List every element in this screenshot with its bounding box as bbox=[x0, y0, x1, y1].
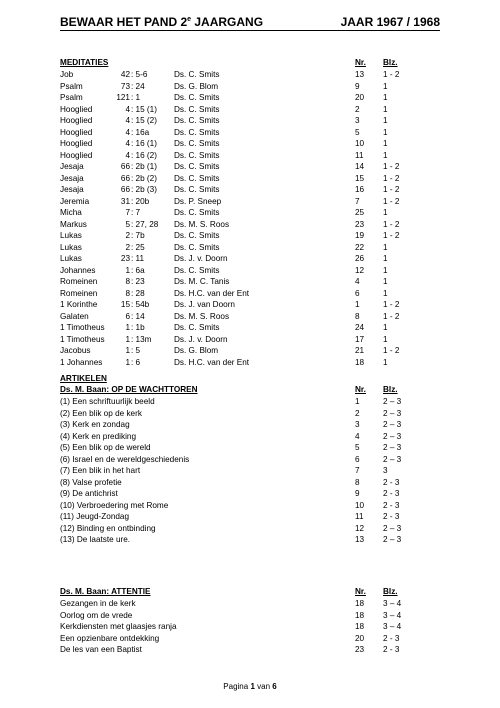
book-name: 1 Korinthe bbox=[60, 300, 98, 310]
chapter-number: 7 bbox=[125, 208, 130, 218]
issue-number: 13 bbox=[355, 70, 365, 79]
page-ref: 1 bbox=[383, 127, 388, 137]
chapter-number: 31 bbox=[120, 196, 130, 206]
table-row bbox=[60, 138, 440, 150]
issue-number: 3 bbox=[355, 420, 360, 430]
page-ref: 1 - 2 bbox=[383, 162, 400, 172]
table-row bbox=[60, 465, 440, 477]
table-row bbox=[60, 598, 440, 610]
table-row bbox=[60, 322, 440, 334]
page-ref: 3 – 4 bbox=[383, 622, 402, 632]
footer-page-number: 1 bbox=[250, 682, 255, 691]
table-row bbox=[60, 276, 440, 288]
issue-number: 17 bbox=[355, 334, 365, 344]
book-name: Lukas bbox=[60, 231, 82, 241]
page-ref: 1 bbox=[383, 323, 388, 333]
page-ref: 2 – 3 bbox=[383, 454, 402, 464]
page-ref: 1 - 2 bbox=[383, 196, 400, 206]
author-name: Ds. P. Sneep bbox=[174, 196, 222, 206]
table-row bbox=[60, 511, 440, 523]
issue-number: 7 bbox=[355, 466, 360, 476]
verse-ref: : 16 (1) bbox=[131, 139, 157, 149]
issue-number: 16 bbox=[355, 185, 365, 195]
article-title: (12) Binding en ontbinding bbox=[60, 523, 156, 533]
book-name: Psalm bbox=[60, 93, 83, 103]
author-name: Ds. C. Smits bbox=[174, 93, 220, 103]
page-ref: 1 bbox=[383, 357, 388, 367]
footer-prefix: Pagina bbox=[223, 682, 251, 691]
author-name: Ds. J. van Doorn bbox=[174, 300, 235, 310]
verse-ref: : 7b bbox=[131, 231, 145, 241]
table-row bbox=[60, 500, 440, 512]
table-row bbox=[60, 219, 440, 231]
page-ref: 1 bbox=[383, 150, 388, 160]
issue-number: 12 bbox=[355, 265, 365, 275]
page-ref: 2 - 3 bbox=[383, 645, 400, 655]
page-ref: 1 bbox=[383, 265, 388, 275]
book-name: Micha bbox=[60, 208, 82, 218]
article-title: (9) De antichrist bbox=[60, 489, 118, 499]
verse-ref: : 11 bbox=[131, 254, 145, 264]
chapter-number: 42 bbox=[120, 70, 130, 79]
verse-ref: : 6 bbox=[131, 357, 141, 367]
page-ref: 1 - 2 bbox=[383, 70, 400, 79]
author-name: Ds. C. Smits bbox=[174, 265, 220, 275]
issue-number: 24 bbox=[355, 323, 365, 333]
issue-number: 13 bbox=[355, 535, 365, 545]
table-row bbox=[60, 357, 440, 369]
table-row bbox=[60, 311, 440, 323]
author-name: Ds. C. Smits bbox=[174, 162, 220, 172]
article-title: (13) De laatste ure. bbox=[60, 535, 131, 545]
chapter-number: 1 bbox=[125, 357, 130, 367]
table-row bbox=[60, 196, 440, 208]
verse-ref: : 1b bbox=[131, 323, 145, 333]
attentie-list bbox=[60, 598, 440, 656]
page-ref: 2 – 3 bbox=[383, 443, 402, 453]
table-row bbox=[60, 454, 440, 466]
meditaties-nr-header: Nr. bbox=[355, 58, 366, 67]
issue-number: 20 bbox=[355, 633, 365, 643]
verse-ref: : 27, 28 bbox=[131, 219, 159, 229]
verse-ref: : 6a bbox=[131, 265, 145, 275]
issue-number: 18 bbox=[355, 357, 365, 367]
wachttoren-blz-header: Blz. bbox=[383, 385, 398, 394]
article-title: (6) Israel en de wereldgeschiedenis bbox=[60, 454, 190, 464]
page-ref: 2 - 3 bbox=[383, 512, 400, 522]
table-row bbox=[60, 644, 440, 656]
author-name: Ds. M. C. Tanis bbox=[174, 277, 230, 287]
wachttoren-list bbox=[60, 396, 440, 546]
article-title: De les van een Baptist bbox=[60, 645, 142, 655]
verse-ref: : 13m bbox=[131, 334, 152, 344]
article-title: (4) Kerk en prediking bbox=[60, 431, 136, 441]
chapter-number: 1 bbox=[125, 323, 130, 333]
page-ref: 1 bbox=[383, 104, 388, 114]
issue-number: 11 bbox=[355, 512, 364, 522]
page-ref: 1 bbox=[383, 277, 388, 287]
table-row bbox=[60, 621, 440, 633]
page-ref: 3 – 4 bbox=[383, 599, 402, 608]
table-row bbox=[60, 534, 440, 546]
book-name: 1 Timotheus bbox=[60, 334, 105, 344]
article-title: (3) Kerk en zondag bbox=[60, 420, 130, 430]
issue-number: 6 bbox=[355, 454, 360, 464]
article-title: (11) Jeugd-Zondag bbox=[60, 512, 130, 522]
page-ref: 1 bbox=[383, 81, 388, 91]
wachttoren-nr-header: Nr. bbox=[355, 385, 366, 394]
issue-number: 23 bbox=[355, 645, 365, 655]
book-name: Romeinen bbox=[60, 288, 98, 298]
author-name: Ds. C. Smits bbox=[174, 242, 220, 252]
page-ref: 1 - 2 bbox=[383, 346, 400, 356]
meditaties-list bbox=[60, 69, 440, 368]
chapter-number: 1 bbox=[125, 265, 130, 275]
page-ref: 1 - 2 bbox=[383, 300, 400, 310]
book-name: Psalm bbox=[60, 81, 83, 91]
article-title: Gezangen in de kerk bbox=[60, 599, 136, 608]
table-row bbox=[60, 408, 440, 420]
chapter-number: 73 bbox=[120, 81, 130, 91]
book-name: Jeremia bbox=[60, 196, 90, 206]
article-title: (2) Een blik op de kerk bbox=[60, 408, 142, 418]
issue-number: 6 bbox=[355, 288, 360, 298]
header-title-main: BEWAAR HET PAND 2 bbox=[60, 15, 188, 29]
table-row bbox=[60, 396, 440, 408]
chapter-number: 1 bbox=[125, 334, 130, 344]
chapter-number: 2 bbox=[125, 242, 130, 252]
issue-number: 19 bbox=[355, 231, 365, 241]
book-name: Lukas bbox=[60, 254, 82, 264]
verse-ref: : 5-6 bbox=[131, 70, 148, 79]
verse-ref: : 2b (1) bbox=[131, 162, 157, 172]
chapter-number: 4 bbox=[125, 139, 130, 149]
issue-number: 18 bbox=[355, 622, 365, 632]
table-row bbox=[60, 610, 440, 622]
issue-number: 9 bbox=[355, 489, 360, 499]
book-name: Job bbox=[60, 70, 74, 79]
chapter-number: 8 bbox=[125, 277, 130, 287]
table-row bbox=[60, 488, 440, 500]
book-name: Johannes bbox=[60, 265, 96, 275]
table-row bbox=[60, 127, 440, 139]
table-row bbox=[60, 334, 440, 346]
author-name: Ds. C. Smits bbox=[174, 139, 220, 149]
table-row bbox=[60, 253, 440, 265]
verse-ref: : 23 bbox=[131, 277, 145, 287]
book-name: Galaten bbox=[60, 311, 89, 321]
book-name: Hooglied bbox=[60, 150, 93, 160]
verse-ref: : 20b bbox=[131, 196, 150, 206]
page-ref: 1 - 2 bbox=[383, 219, 400, 229]
author-name: Ds. G. Blom bbox=[174, 346, 219, 356]
issue-number: 18 bbox=[355, 599, 365, 608]
issue-number: 10 bbox=[355, 500, 365, 510]
table-row bbox=[60, 104, 440, 116]
header-title-rest: JAARGANG bbox=[191, 15, 264, 29]
issue-number: 1 bbox=[355, 397, 360, 406]
chapter-number: 4 bbox=[125, 150, 130, 160]
issue-number: 9 bbox=[355, 81, 360, 91]
article-title: (8) Valse profetie bbox=[60, 477, 122, 487]
section-title-meditaties: MEDITATIES bbox=[60, 58, 109, 67]
page-ref: 1 bbox=[383, 288, 388, 298]
page-ref: 2 – 3 bbox=[383, 431, 402, 441]
chapter-number: 4 bbox=[125, 116, 130, 126]
book-name: Hooglied bbox=[60, 139, 93, 149]
author-name: Ds. C. Smits bbox=[174, 127, 220, 137]
verse-ref: : 25 bbox=[131, 242, 145, 252]
table-row bbox=[60, 442, 440, 454]
verse-ref: : 5 bbox=[131, 346, 141, 356]
page-ref: 2 – 3 bbox=[383, 420, 402, 430]
page-ref: 2 – 3 bbox=[383, 535, 402, 545]
book-name: Lukas bbox=[60, 242, 82, 252]
chapter-number: 1 bbox=[125, 346, 130, 356]
author-name: Ds. C. Smits bbox=[174, 208, 220, 218]
table-row bbox=[60, 419, 440, 431]
chapter-number: 4 bbox=[125, 127, 130, 137]
author-name: Ds. C. Smits bbox=[174, 104, 220, 114]
page-ref: 1 - 2 bbox=[383, 185, 400, 195]
table-row bbox=[60, 523, 440, 535]
issue-number: 4 bbox=[355, 277, 360, 287]
table-row bbox=[60, 161, 440, 173]
book-name: Hooglied bbox=[60, 127, 93, 137]
attentie-blz-header: Blz. bbox=[383, 587, 398, 596]
issue-number: 21 bbox=[355, 346, 365, 356]
page-ref: 1 - 2 bbox=[383, 173, 400, 183]
table-row bbox=[60, 265, 440, 277]
chapter-number: 4 bbox=[125, 104, 130, 114]
issue-number: 7 bbox=[355, 196, 360, 206]
table-row bbox=[60, 345, 440, 357]
page-ref: 3 bbox=[383, 466, 388, 476]
book-name: Jesaja bbox=[60, 173, 84, 183]
verse-ref: : 2b (3) bbox=[131, 185, 157, 195]
author-name: Ds. M. S. Roos bbox=[174, 311, 230, 321]
book-name: 1 Timotheus bbox=[60, 323, 105, 333]
page-ref: 1 bbox=[383, 208, 388, 218]
chapter-number: 23 bbox=[120, 254, 130, 264]
book-name: Jesaja bbox=[60, 185, 84, 195]
table-row bbox=[60, 69, 440, 81]
article-title: (7) Een blik in het hart bbox=[60, 466, 141, 476]
table-row bbox=[60, 633, 440, 645]
book-name: Jacobus bbox=[60, 346, 91, 356]
page-ref: 1 - 2 bbox=[383, 231, 400, 241]
chapter-number: 121 bbox=[116, 93, 130, 103]
article-title: Oorlog om de vrede bbox=[60, 610, 133, 620]
page-ref: 2 - 3 bbox=[383, 500, 400, 510]
author-name: Ds. G. Blom bbox=[174, 81, 219, 91]
header-title-sup: e bbox=[187, 16, 192, 23]
chapter-number: 5 bbox=[125, 219, 130, 229]
table-row bbox=[60, 92, 440, 104]
author-name: Ds. J. v. Doorn bbox=[174, 254, 228, 264]
verse-ref: : 15 (1) bbox=[131, 104, 157, 114]
issue-number: 14 bbox=[355, 162, 365, 172]
meditaties-blz-header: Blz. bbox=[383, 58, 398, 67]
verse-ref: : 54b bbox=[131, 300, 150, 310]
page-footer bbox=[0, 682, 500, 691]
book-name: Hooglied bbox=[60, 104, 93, 114]
verse-ref: : 16 (2) bbox=[131, 150, 157, 160]
issue-number: 23 bbox=[355, 219, 365, 229]
author-name: Ds. C. Smits bbox=[174, 173, 220, 183]
issue-number: 10 bbox=[355, 139, 365, 149]
page-ref: 2 - 3 bbox=[383, 633, 400, 643]
table-row bbox=[60, 184, 440, 196]
table-row bbox=[60, 81, 440, 93]
article-title: Een opzienbare ontdekking bbox=[60, 633, 160, 643]
chapter-number: 6 bbox=[125, 311, 130, 321]
attentie-nr-header: Nr. bbox=[355, 587, 366, 596]
table-row bbox=[60, 207, 440, 219]
issue-number: 26 bbox=[355, 254, 365, 264]
issue-number: 11 bbox=[355, 150, 364, 160]
table-row bbox=[60, 173, 440, 185]
issue-number: 1 bbox=[355, 300, 360, 310]
chapter-number: 2 bbox=[125, 231, 130, 241]
verse-ref: : 7 bbox=[131, 208, 141, 218]
book-name: Romeinen bbox=[60, 277, 98, 287]
author-name: Ds. C. Smits bbox=[174, 185, 220, 195]
author-name: Ds. C. Smits bbox=[174, 116, 220, 126]
issue-number: 22 bbox=[355, 242, 365, 252]
page-header bbox=[60, 14, 440, 31]
table-row bbox=[60, 299, 440, 311]
verse-ref: : 1 bbox=[131, 93, 141, 103]
issue-number: 8 bbox=[355, 477, 360, 487]
page-ref: 3 – 4 bbox=[383, 610, 402, 620]
page-ref: 2 – 3 bbox=[383, 397, 402, 406]
issue-number: 20 bbox=[355, 93, 365, 103]
issue-number: 8 bbox=[355, 311, 360, 321]
issue-number: 2 bbox=[355, 408, 360, 418]
page-ref: 1 bbox=[383, 93, 388, 103]
footer-middle: van bbox=[254, 682, 273, 691]
verse-ref: : 28 bbox=[131, 288, 145, 298]
page-ref: 1 bbox=[383, 116, 388, 126]
table-row bbox=[60, 288, 440, 300]
author-name: Ds. J. v. Doorn bbox=[174, 334, 228, 344]
header-title bbox=[60, 15, 263, 29]
page-ref: 1 bbox=[383, 334, 388, 344]
verse-ref: : 16a bbox=[131, 127, 150, 137]
book-name: Jesaja bbox=[60, 162, 84, 172]
page-ref: 2 – 3 bbox=[383, 523, 402, 533]
article-title: (10) Verbroedering met Rome bbox=[60, 500, 169, 510]
issue-number: 4 bbox=[355, 431, 360, 441]
verse-ref: : 24 bbox=[131, 81, 145, 91]
table-row bbox=[60, 150, 440, 162]
book-name: Markus bbox=[60, 219, 87, 229]
table-row bbox=[60, 242, 440, 254]
verse-ref: : 14 bbox=[131, 311, 145, 321]
author-name: Ds. M. S. Roos bbox=[174, 219, 230, 229]
issue-number: 25 bbox=[355, 208, 365, 218]
page-ref: 1 - 2 bbox=[383, 311, 400, 321]
issue-number: 5 bbox=[355, 127, 360, 137]
author-name: Ds. C. Smits bbox=[174, 150, 220, 160]
author-name: Ds. H.C. van der Ent bbox=[174, 357, 250, 367]
book-name: 1 Johannes bbox=[60, 357, 103, 367]
chapter-number: 8 bbox=[125, 288, 130, 298]
table-row bbox=[60, 115, 440, 127]
chapter-number: 15 bbox=[120, 300, 130, 310]
book-name: Hooglied bbox=[60, 116, 93, 126]
page-ref: 2 – 3 bbox=[383, 408, 402, 418]
footer-total-pages: 6 bbox=[272, 682, 277, 691]
author-name: Ds. C. Smits bbox=[174, 323, 220, 333]
chapter-number: 66 bbox=[120, 162, 130, 172]
issue-number: 12 bbox=[355, 523, 365, 533]
issue-number: 2 bbox=[355, 104, 360, 114]
page-ref: 2 - 3 bbox=[383, 477, 400, 487]
page-ref: 1 bbox=[383, 139, 388, 149]
article-title: Kerkdiensten met glaasjes ranja bbox=[60, 622, 177, 632]
header-year: JAAR 1967 / 1968 bbox=[340, 15, 440, 29]
article-title: (5) Een blik op de wereld bbox=[60, 443, 151, 453]
table-row bbox=[60, 230, 440, 242]
verse-ref: : 2b (2) bbox=[131, 173, 157, 183]
article-title: (1) Een schriftuurlijk beeld bbox=[60, 397, 155, 406]
section-title-attentie: Ds. M. Baan: ATTENTIE bbox=[60, 587, 151, 596]
section-title-wachttoren: Ds. M. Baan: OP DE WACHTTOREN bbox=[60, 385, 198, 394]
issue-number: 5 bbox=[355, 443, 360, 453]
page-ref: 2 - 3 bbox=[383, 489, 400, 499]
page-ref: 1 bbox=[383, 242, 388, 252]
chapter-number: 66 bbox=[120, 185, 130, 195]
issue-number: 3 bbox=[355, 116, 360, 126]
author-name: Ds. C. Smits bbox=[174, 231, 220, 241]
table-row bbox=[60, 477, 440, 489]
section-title-artikelen: ARTIKELEN bbox=[60, 374, 107, 383]
author-name: Ds. H.C. van der Ent bbox=[174, 288, 250, 298]
page-ref: 1 bbox=[383, 254, 388, 264]
author-name: Ds. C. Smits bbox=[174, 70, 220, 79]
issue-number: 15 bbox=[355, 173, 365, 183]
chapter-number: 66 bbox=[120, 173, 130, 183]
table-row bbox=[60, 431, 440, 443]
verse-ref: : 15 (2) bbox=[131, 116, 157, 126]
issue-number: 18 bbox=[355, 610, 365, 620]
